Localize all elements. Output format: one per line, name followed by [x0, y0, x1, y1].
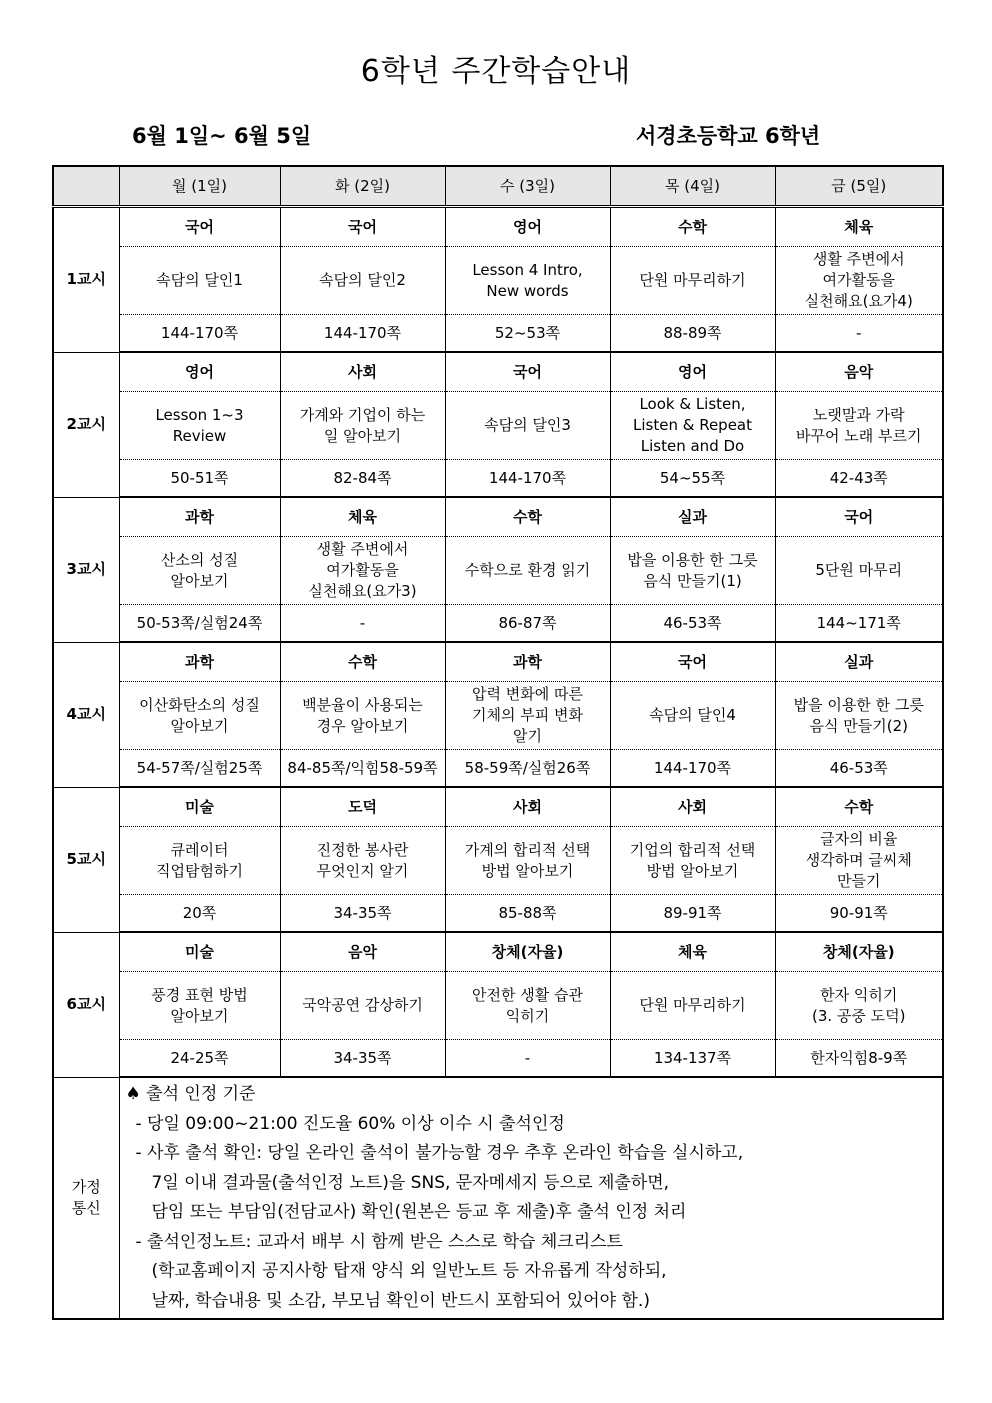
content-row	[53, 392, 943, 460]
content-cell	[119, 827, 280, 895]
content-line: Look & Listen,	[639, 395, 746, 413]
subject-row	[53, 352, 943, 392]
content-line: 가계와 기업이 하는	[299, 405, 426, 424]
content-cell	[119, 247, 280, 315]
content-cell	[610, 537, 775, 605]
content-line: 알아보기	[170, 716, 229, 735]
content-cell	[280, 537, 445, 605]
content-cell	[280, 972, 445, 1040]
subject-cell: 사회	[280, 352, 445, 392]
page-row	[53, 750, 943, 788]
page-cell: 89-91쪽	[610, 895, 775, 933]
subject-cell: 과학	[119, 497, 280, 537]
content-line: 생활 주변에서	[316, 540, 409, 558]
subject-cell: 체육	[775, 207, 943, 247]
content-line: Lesson 4 Intro,	[472, 260, 583, 279]
content-line: 직업탐험하기	[156, 861, 243, 880]
weekly-schedule-table	[52, 165, 944, 1320]
period-label: 6교시	[53, 932, 119, 1077]
page-row	[53, 1040, 943, 1078]
content-line: 속담의 달인4	[649, 706, 736, 724]
content-line: 5단원 마무리	[815, 561, 903, 579]
notice-row	[53, 1077, 943, 1319]
notice-label	[53, 1077, 119, 1319]
subject-cell: 국어	[119, 207, 280, 247]
content-line: 방법 알아보기	[481, 861, 574, 880]
content-line: 국악공연 감상하기	[302, 996, 423, 1014]
content-line: 밥을 이용한 한 그릇	[793, 695, 924, 714]
content-line: 속담의 달인3	[484, 416, 571, 434]
page-cell: 46-53쪽	[775, 750, 943, 788]
page-cell: 134-137쪽	[610, 1040, 775, 1078]
subject-cell: 실과	[610, 497, 775, 537]
content-line: 가계의 합리적 선택	[464, 840, 591, 859]
content-cell	[119, 537, 280, 605]
page-cell: 54~55쪽	[610, 460, 775, 498]
content-line: 알기	[513, 727, 542, 745]
content-row	[53, 827, 943, 895]
content-line: 단원 마무리하기	[639, 271, 746, 289]
content-line: 무엇인지 알기	[316, 861, 409, 880]
content-cell	[775, 247, 943, 315]
period-label: 2교시	[53, 352, 119, 497]
content-line: 수학으로 환경 읽기	[464, 561, 591, 579]
content-cell	[610, 247, 775, 315]
content-line: 단원 마무리하기	[639, 996, 746, 1014]
page-cell: 144-170쪽	[445, 460, 610, 498]
subject-row	[53, 787, 943, 827]
content-cell	[445, 682, 610, 750]
page-cell: -	[775, 315, 943, 353]
day-header: 월 (1일)	[119, 166, 280, 207]
content-line: 글자의 비율	[820, 830, 898, 848]
page-cell: 34-35쪽	[280, 1040, 445, 1078]
content-line: 만들기	[837, 872, 881, 890]
page-cell: 52~53쪽	[445, 315, 610, 353]
page-cell: 144-170쪽	[119, 315, 280, 353]
content-line: 알아보기	[170, 571, 229, 590]
subject-cell: 사회	[445, 787, 610, 827]
content-cell	[119, 392, 280, 460]
period-label: 3교시	[53, 497, 119, 642]
page-cell: 82-84쪽	[280, 460, 445, 498]
content-row	[53, 682, 943, 750]
subject-cell: 사회	[610, 787, 775, 827]
content-line: 바꾸어 노래 부르기	[796, 426, 922, 445]
content-cell	[775, 537, 943, 605]
content-line: 한자 익히기	[820, 985, 898, 1004]
subject-cell: 도덕	[280, 787, 445, 827]
content-cell	[775, 682, 943, 750]
content-cell	[445, 972, 610, 1040]
subject-row	[53, 497, 943, 537]
notice-heading: ♠ 출석 인정 기준	[125, 1084, 256, 1104]
content-cell	[610, 827, 775, 895]
content-line: (3. 공중 도덕)	[811, 1006, 906, 1025]
page-row	[53, 605, 943, 643]
period-label: 4교시	[53, 642, 119, 787]
content-line: 안전한 생활 습관	[472, 985, 583, 1004]
notice-line: - 사후 출석 확인: 당일 온라인 출석이 불가능할 경우 추후 온라인 학습을 실시하고,	[135, 1143, 744, 1163]
subject-cell: 미술	[119, 932, 280, 972]
page-cell: 90-91쪽	[775, 895, 943, 933]
subject-cell: 영어	[119, 352, 280, 392]
content-row	[53, 247, 943, 315]
content-line: 음식 만들기(2)	[809, 716, 908, 735]
page-cell: 50-51쪽	[119, 460, 280, 498]
subject-cell: 영어	[445, 207, 610, 247]
subject-cell: 국어	[280, 207, 445, 247]
subject-row	[53, 642, 943, 682]
page-cell: 42-43쪽	[775, 460, 943, 498]
subject-cell: 과학	[445, 642, 610, 682]
content-line: 방법 알아보기	[646, 861, 739, 880]
content-line: 일 알아보기	[323, 426, 402, 445]
content-line: 익히기	[505, 1006, 550, 1025]
content-line: 속담의 달인2	[319, 271, 406, 289]
content-line: 기업의 합리적 선택	[629, 840, 756, 859]
notice-line: - 출석인정노트: 교과서 배부 시 함께 받은 스스로 학습 체크리스트	[135, 1231, 623, 1252]
content-line: 실천해요(요가3)	[308, 582, 417, 600]
content-line: 경우 알아보기	[316, 716, 409, 735]
content-line: 큐레이터	[170, 840, 229, 859]
notice-line: 날짜, 학습내용 및 소감, 부모님 확인이 반드시 포함되어 있어야 함.)	[151, 1290, 650, 1311]
day-header-row	[53, 166, 943, 207]
content-line: 산소의 성질	[160, 550, 239, 569]
content-line: Lesson 1~3	[155, 405, 244, 424]
content-line: New words	[486, 281, 569, 300]
day-header: 금 (5일)	[775, 166, 943, 207]
page-cell: 86-87쪽	[445, 605, 610, 643]
content-line: 알아보기	[170, 1006, 229, 1025]
page-cell: 한자익힘8-9쪽	[775, 1040, 943, 1078]
content-cell	[445, 247, 610, 315]
page-cell: 85-88쪽	[445, 895, 610, 933]
content-line: 백분율이 사용되는	[302, 695, 423, 714]
content-line: 기체의 부피 변화	[472, 706, 583, 724]
page-cell: 20쪽	[119, 895, 280, 933]
content-cell	[280, 247, 445, 315]
page-cell: 84-85쪽/익힘58-59쪽	[280, 750, 445, 788]
subject-cell: 국어	[445, 352, 610, 392]
subject-cell: 체육	[280, 497, 445, 537]
page-cell: 144-170쪽	[280, 315, 445, 353]
subject-cell: 수학	[445, 497, 610, 537]
subject-cell: 체육	[610, 932, 775, 972]
content-line: 여가활동을	[822, 271, 895, 289]
page-row	[53, 895, 943, 933]
page-cell: 24-25쪽	[119, 1040, 280, 1078]
subject-row	[53, 932, 943, 972]
subject-cell: 국어	[775, 497, 943, 537]
subject-cell: 수학	[280, 642, 445, 682]
content-line: 실천해요(요가4)	[804, 292, 913, 310]
subject-cell: 창체(자율)	[775, 932, 943, 972]
content-line: 생각하며 글씨체	[805, 851, 912, 869]
page-cell: -	[445, 1040, 610, 1078]
content-cell	[280, 392, 445, 460]
content-cell	[445, 827, 610, 895]
content-line: 압력 변화에 따른	[472, 685, 583, 703]
notice-content	[119, 1077, 943, 1319]
page-cell: 58-59쪽/실험26쪽	[445, 750, 610, 788]
content-line: Listen and Do	[640, 437, 745, 455]
content-line: 음식 만들기(1)	[643, 571, 742, 590]
subject-cell: 영어	[610, 352, 775, 392]
page-title: 6학년 주간학습안내	[360, 54, 632, 89]
notice-label-line: 통신	[71, 1198, 101, 1217]
page-row	[53, 460, 943, 498]
corner-cell	[53, 166, 119, 207]
subject-cell: 국어	[610, 642, 775, 682]
subject-cell: 음악	[775, 352, 943, 392]
content-line: Listen & Repeat	[633, 416, 752, 434]
content-cell	[280, 827, 445, 895]
page-cell: -	[280, 605, 445, 643]
date-range: 6월 1일~ 6월 5일	[132, 124, 312, 148]
content-line: 생활 주변에서	[812, 250, 905, 268]
content-line: 밥을 이용한 한 그릇	[627, 550, 758, 569]
page-cell: 88-89쪽	[610, 315, 775, 353]
period-label: 1교시	[53, 207, 119, 353]
day-header: 화 (2일)	[280, 166, 445, 207]
period-label: 5교시	[53, 787, 119, 932]
subject-cell: 음악	[280, 932, 445, 972]
content-line: 진정한 봉사란	[316, 840, 409, 859]
page-cell: 50-53쪽/실험24쪽	[119, 605, 280, 643]
page-cell: 54-57쪽/실험25쪽	[119, 750, 280, 788]
subject-cell: 실과	[775, 642, 943, 682]
page-cell: 34-35쪽	[280, 895, 445, 933]
content-line: 여가활동을	[326, 561, 399, 579]
content-cell	[610, 682, 775, 750]
day-header: 수 (3일)	[445, 166, 610, 207]
content-row	[53, 972, 943, 1040]
notice-line: 담임 또는 부담임(전담교사) 확인(원본은 등교 후 제출)후 출석 인정 처리	[151, 1202, 687, 1222]
content-cell	[775, 972, 943, 1040]
content-row	[53, 537, 943, 605]
content-cell	[610, 392, 775, 460]
school-name: 서경초등학교 6학년	[636, 124, 821, 148]
content-line: 속담의 달인1	[156, 271, 243, 289]
content-line: 이산화탄소의 성질	[139, 695, 260, 714]
day-header: 목 (4일)	[610, 166, 775, 207]
content-cell	[280, 682, 445, 750]
page-row	[53, 315, 943, 353]
subject-cell: 수학	[610, 207, 775, 247]
notice-label-line: 가정	[71, 1177, 101, 1196]
content-cell	[445, 392, 610, 460]
page-cell: 144~171쪽	[775, 605, 943, 643]
content-line: 노랫말과 가락	[812, 405, 905, 424]
page-cell: 46-53쪽	[610, 605, 775, 643]
content-cell	[119, 682, 280, 750]
content-line: Review	[172, 426, 227, 445]
subject-cell: 수학	[775, 787, 943, 827]
subject-cell: 미술	[119, 787, 280, 827]
subject-cell: 과학	[119, 642, 280, 682]
content-cell	[775, 827, 943, 895]
subject-row	[53, 207, 943, 247]
notice-line: - 당일 09:00~21:00 진도율 60% 이상 이수 시 출석인정	[135, 1113, 565, 1134]
content-cell	[119, 972, 280, 1040]
content-cell	[775, 392, 943, 460]
content-line: 풍경 표현 방법	[151, 985, 248, 1004]
page-cell: 144-170쪽	[610, 750, 775, 788]
content-cell	[445, 537, 610, 605]
subject-cell: 창체(자율)	[445, 932, 610, 972]
notice-line: 7일 이내 결과물(출석인정 노트)을 SNS, 문자메세지 등으로 제출하면,	[151, 1172, 670, 1193]
notice-line: (학교홈페이지 공지사항 탑재 양식 외 일반노트 등 자유롭게 작성하되,	[151, 1261, 667, 1281]
content-cell	[610, 972, 775, 1040]
